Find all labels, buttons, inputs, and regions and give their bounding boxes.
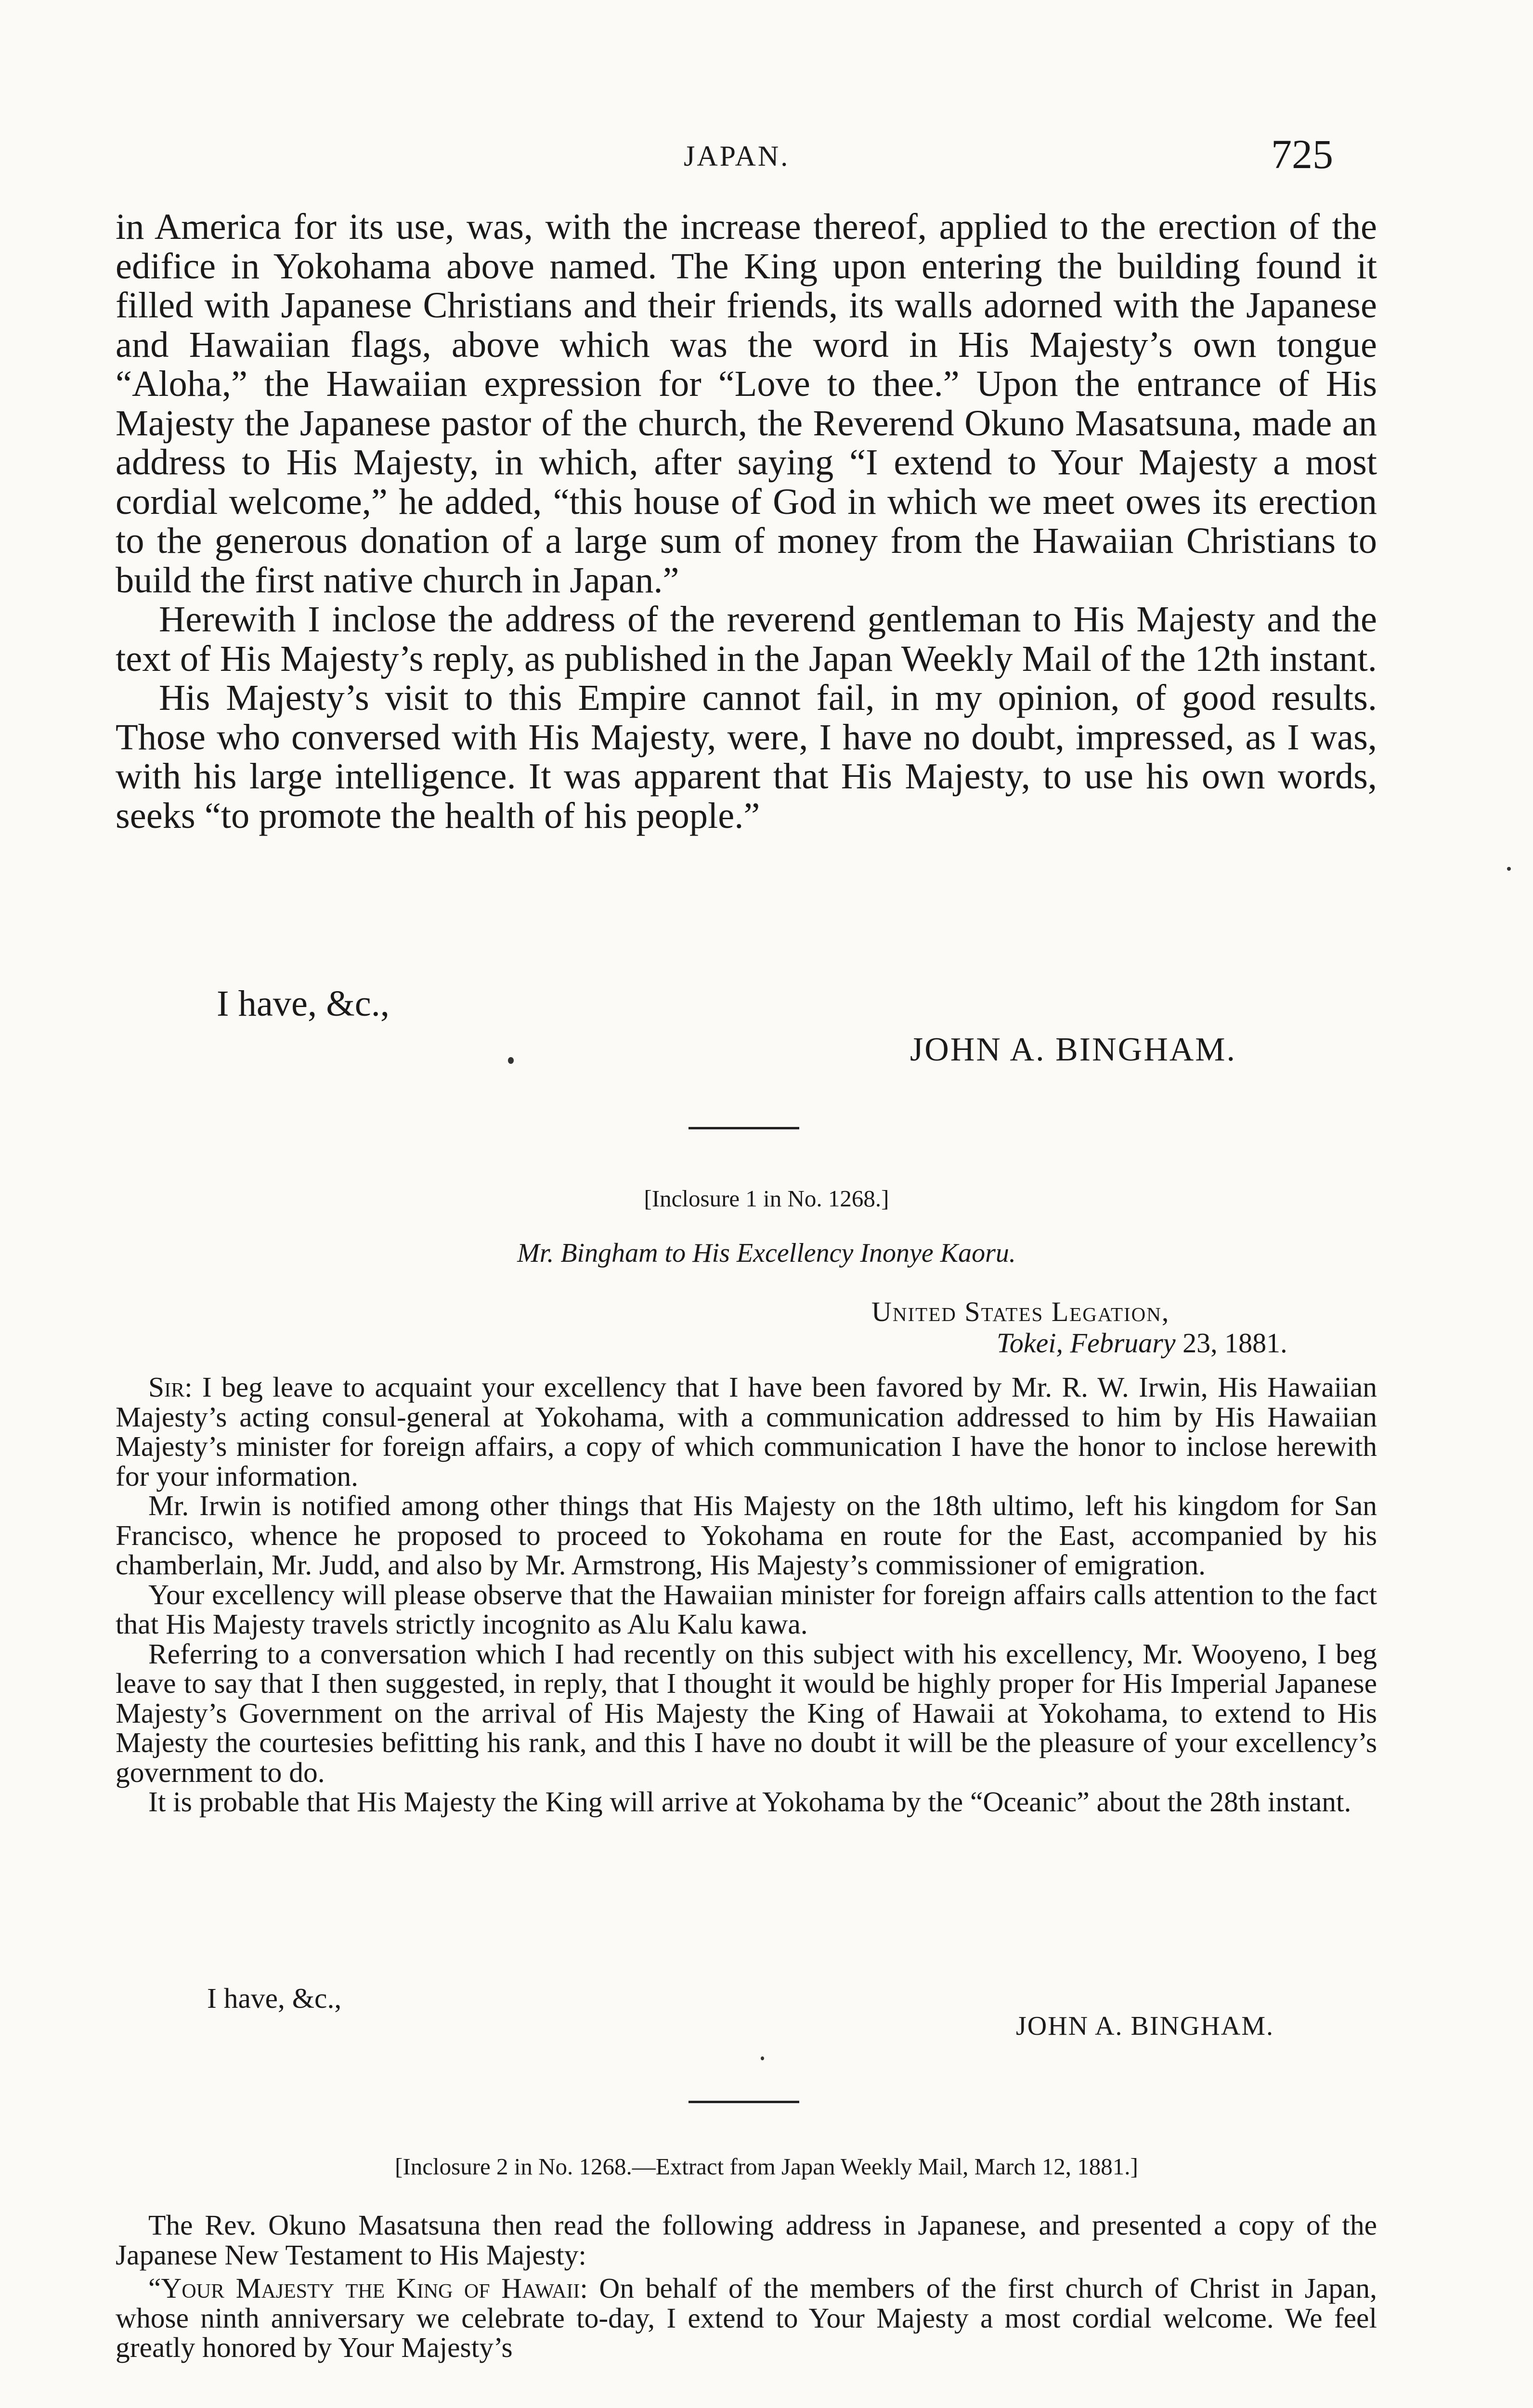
running-head: JAPAN.: [684, 140, 790, 172]
body-paragraph: Mr. Irwin is notified among other things that His Majesty on the 18th ultimo, left his kingdom for San Francisco, whence he proposed to proceed to Yokohama en route for the East, accompanied by his chamberlain, Mr. Judd, and also by Mr. Armstrong, His Majesty’s commissioner of emigration.: [116, 1490, 1377, 1581]
print-speck: [508, 1057, 514, 1064]
inclosure-1-body: [116, 1373, 1377, 1817]
letter-dateline: [997, 1327, 1287, 1359]
body-paragraph: His Majesty’s visit to this Empire cannot fail, in my opinion, of good results. Those who conversed with His Majesty, were, I have no doubt, impressed, as I was, with his large intelligence. It was apparent that His Majesty, to use his own words, seeks “to promote the health of his people.”: [116, 677, 1377, 836]
inclosure-label: [Inclosure 2 in No. 1268.—Extract from Japan Weekly Mail, March 12, 1881.]: [395, 2153, 1138, 2180]
body-paragraph: Referring to a conversation which I had recently on this subject with his excellency, Mr. Wooyeno, I beg leave to say that I then suggested, in reply, that I thought it would be highly proper for His Imperial Japanese Majesty’s Government on the arrival of His Majesty the King of Hawaii at Yokohama, to extend to His Majesty the courtesies befitting his rank, and this I have no doubt it will be the pleasure of your excellency’s government to do.: [116, 1637, 1377, 1788]
body-paragraph: Herewith I inclose the address of the reverend gentleman to His Majesty and the text of His Majesty’s reply, as published in the Japan Weekly Mail of the 12th instant.: [116, 599, 1377, 679]
page-number: 725: [1271, 131, 1333, 177]
section-divider: [689, 2101, 799, 2103]
letter-body: [116, 207, 1377, 835]
print-speck: [1507, 867, 1511, 871]
inclosure-2-body: [116, 2211, 1377, 2363]
letter-signature: JOHN A. BINGHAM.: [1016, 2011, 1274, 2041]
body-paragraph: Your excellency will please observe that the Hawaiian minister for foreign affairs calls attention to the fact that His Majesty travels strictly incognito as Alu Kalu kawa.: [116, 1578, 1377, 1640]
letter-closing: I have, &c.,: [207, 1982, 342, 2014]
inclosure-label: [Inclosure 1 in No. 1268.]: [644, 1185, 889, 1212]
page-header: [0, 130, 1533, 178]
letter-closing: I have, &c.,: [217, 983, 390, 1024]
paragraph-text: I beg leave to acquaint your excellency that I have been favored by Mr. R. W. Irwin, His Hawaiian Majesty’s acting consul-general at Yokohama, with a communication addressed to him by His Hawaiian Majesty’s minister for foreign affairs, a copy of which communication I have the honor to inclose herewith for your information.: [116, 1371, 1377, 1492]
body-paragraph: The Rev. Okuno Masatsuna then read the following address in Japanese, and presented a copy of the Japanese New Testament to His Majesty:: [116, 2209, 1377, 2271]
body-paragraph: [116, 1373, 1377, 1491]
print-speck: [761, 2056, 764, 2060]
body-paragraph: [116, 2274, 1377, 2363]
paragraph-text: On behalf of the members of the first church of Christ in Japan, whose ninth anniversary we celebrate to-day, I extend to Your Majesty a most cordial welcome. We feel greatly honored by Your Majesty’s: [116, 2272, 1377, 2363]
section-divider: [689, 1127, 799, 1129]
address-opening: “Your Majesty the King of Hawaii:: [148, 2272, 588, 2304]
legation-heading: United States Legation,: [871, 1296, 1170, 1327]
letter-signature: JOHN A. BINGHAM.: [910, 1031, 1237, 1068]
letter-title: Mr. Bingham to His Excellency Inonye Kaoru.: [517, 1238, 1016, 1268]
dateline-place: Tokei, February: [997, 1327, 1176, 1359]
dateline-date: 23, 1881.: [1175, 1327, 1287, 1359]
body-paragraph: It is probable that His Majesty the King will arrive at Yokohama by the “Oceanic” about the 28th instant.: [148, 1786, 1351, 1818]
body-paragraph: in America for its use, was, with the increase thereof, applied to the erection of the edifice in Yokohama above named. The King upon entering the building found it filled with Japanese Christians and their friends, its walls adorned with the Japanese and Hawaiian flags, above which was the word in His Majesty’s own tongue “Aloha,” the Hawaiian expression for “Love to thee.” Upon the entrance of His Majesty the Japanese pastor of the church, the Reverend Okuno Masatsuna, made an address to His Majesty, in which, after saying “I extend to Your Majesty a most cordial welcome,” he added, “this house of God in which we meet owes its erection to the generous donation of a large sum of money from the Hawaiian Christians to build the first native church in Japan.”: [116, 206, 1377, 601]
salutation: Sir:: [148, 1371, 193, 1403]
